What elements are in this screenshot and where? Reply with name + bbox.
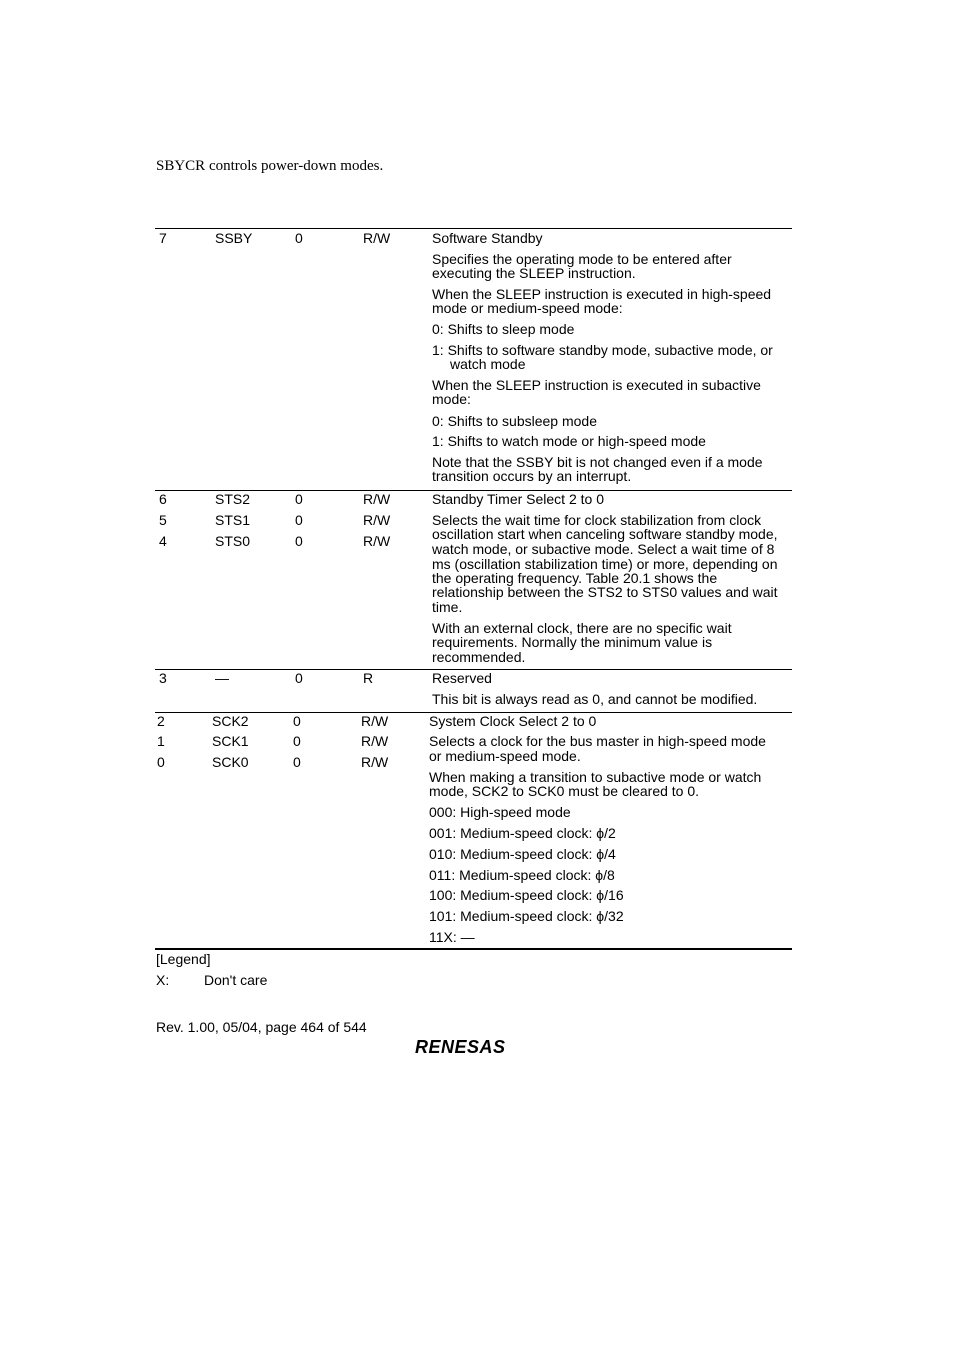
description-line: mode, SCK2 to SCK0 must be cleared to 0. xyxy=(429,783,700,799)
description-line: When the SLEEP instruction is executed in subactive xyxy=(432,377,761,393)
bit-name: SCK0 xyxy=(212,754,249,770)
description-line: Note that the SSBY bit is not changed even if a mode xyxy=(432,454,763,470)
read-write: R/W xyxy=(361,713,389,729)
read-write: R xyxy=(363,670,374,686)
description-line: relationship between the STS2 to STS0 values and wait xyxy=(432,584,778,600)
intro-text: SBYCR controls power-down modes. xyxy=(156,158,384,174)
legend-key: X: xyxy=(156,972,170,988)
description-line: 010: Medium-speed clock: ϕ/4 xyxy=(429,846,616,862)
bit-number: 7 xyxy=(159,230,167,246)
bit-number: 5 xyxy=(159,512,167,528)
description-line: Selects the wait time for clock stabilization from clock xyxy=(432,512,762,528)
bit-number: 6 xyxy=(159,491,167,507)
description-line: or medium-speed mode. xyxy=(429,748,581,764)
register-bit-table xyxy=(155,228,792,949)
description-line: 11X: — xyxy=(429,929,475,945)
read-write: R/W xyxy=(361,754,389,770)
bit-name: STS0 xyxy=(215,533,251,549)
description-line: mode: xyxy=(432,391,471,407)
read-write: R/W xyxy=(363,230,391,246)
bit-number: 1 xyxy=(157,733,165,749)
table-row-sts xyxy=(155,490,792,669)
description-line: When making a transition to subactive mode or watch xyxy=(429,769,762,785)
description-title: Reserved xyxy=(432,670,492,686)
description-line: 1: Shifts to watch mode or high-speed mode xyxy=(432,433,706,449)
read-write: R/W xyxy=(363,491,391,507)
table-row-sck xyxy=(155,712,792,949)
renesas-logo-text: RENESAS xyxy=(415,1037,506,1057)
bit-number: 0 xyxy=(157,754,165,770)
bit-name: SCK2 xyxy=(212,713,249,729)
bit-name: SCK1 xyxy=(212,733,249,749)
description-line: mode or medium-speed mode: xyxy=(432,300,623,316)
bit-name: STS2 xyxy=(215,491,251,507)
description-line: 001: Medium-speed clock: ϕ/2 xyxy=(429,825,616,841)
description-line: watch mode, or subactive mode. Select a wait time of 8 xyxy=(432,541,775,557)
description-line: Selects a clock for the bus master in high-speed mode xyxy=(429,733,766,749)
read-write: R/W xyxy=(363,533,391,549)
bit-number: 4 xyxy=(159,533,167,549)
description-line: 0: Shifts to sleep mode xyxy=(432,321,575,337)
bit-number: 3 xyxy=(159,670,167,686)
description-line: oscillation start when canceling software standby mode, xyxy=(432,526,778,542)
description-line: executing the SLEEP instruction. xyxy=(432,265,636,281)
renesas-logo-mark xyxy=(413,1036,535,1058)
initial-value: 0 xyxy=(295,230,303,246)
legend-value: Don't care xyxy=(204,972,268,988)
description-line: ms (oscillation stabilization time) or more, depending on xyxy=(432,556,778,572)
description-line: With an external clock, there are no specific wait xyxy=(432,620,732,636)
description-line: 000: High-speed mode xyxy=(429,804,571,820)
initial-value: 0 xyxy=(295,491,303,507)
description-line: When the SLEEP instruction is executed in high-speed xyxy=(432,286,772,302)
bit-number: 2 xyxy=(157,713,165,729)
bit-name: — xyxy=(215,670,229,686)
initial-value: 0 xyxy=(293,713,301,729)
bit-name: STS1 xyxy=(215,512,251,528)
initial-value: 0 xyxy=(295,670,303,686)
bit-name: SSBY xyxy=(215,230,253,246)
description-line: Specifies the operating mode to be entered after xyxy=(432,251,732,267)
read-write: R/W xyxy=(361,733,389,749)
table-row-ssby xyxy=(155,228,792,490)
description-line: 101: Medium-speed clock: ϕ/32 xyxy=(429,908,624,924)
description-line: time. xyxy=(432,599,463,615)
description-line: 1: Shifts to software standby mode, subactive mode, or xyxy=(432,342,773,358)
page-footer: Rev. 1.00, 05/04, page 464 of 544 xyxy=(156,1019,367,1035)
table-bottom-rule xyxy=(155,948,792,950)
table-row-reserved xyxy=(155,669,792,712)
description-title: System Clock Select 2 to 0 xyxy=(429,713,597,729)
description-line: the operating frequency. Table 20.1 shows the xyxy=(432,570,718,586)
initial-value: 0 xyxy=(295,512,303,528)
description-line: This bit is always read as 0, and cannot be modified. xyxy=(432,691,758,707)
description-title: Software Standby xyxy=(432,230,543,246)
description-line xyxy=(432,357,525,372)
description-line-indented: watch mode xyxy=(450,356,526,372)
description-line: 011: Medium-speed clock: ϕ/8 xyxy=(429,867,615,883)
renesas-logo xyxy=(413,1036,535,1063)
initial-value: 0 xyxy=(293,733,301,749)
initial-value: 0 xyxy=(293,754,301,770)
description-line: transition occurs by an interrupt. xyxy=(432,468,632,484)
read-write: R/W xyxy=(363,512,391,528)
description-title: Standby Timer Select 2 to 0 xyxy=(432,491,604,507)
initial-value: 0 xyxy=(295,533,303,549)
description-line: requirements. Normally the minimum value is xyxy=(432,634,713,650)
description-line: recommended. xyxy=(432,649,526,665)
legend-title: [Legend] xyxy=(156,951,211,967)
description-line: 100: Medium-speed clock: ϕ/16 xyxy=(429,887,624,903)
description-line: 0: Shifts to subsleep mode xyxy=(432,413,597,429)
